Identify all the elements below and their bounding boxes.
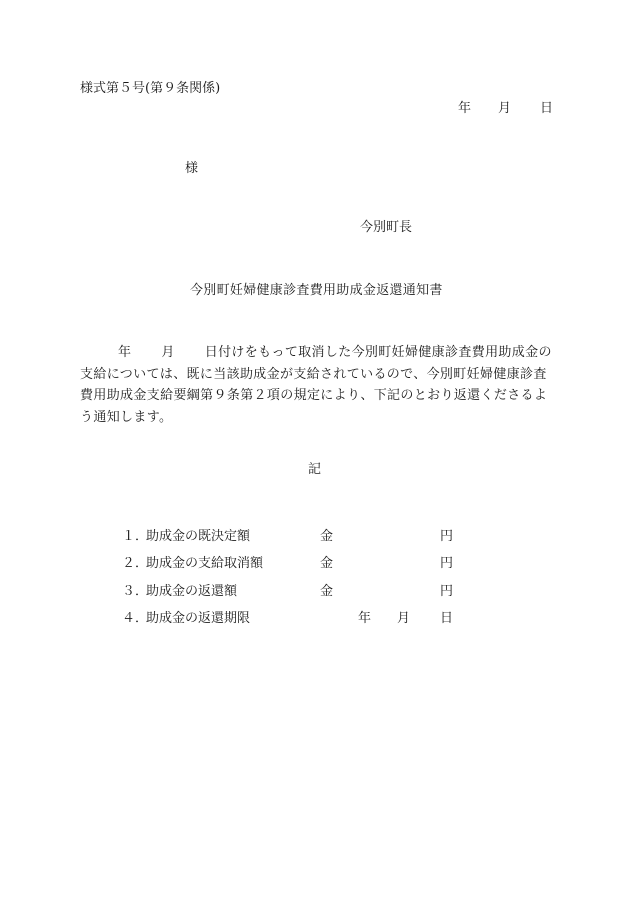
body-paragraph	[80, 342, 552, 428]
body-text: 日付けをもって取消した今別町妊婦健康診査費用助成金の支給については、既に当該助成金が支給されているので、今別町妊婦健康診査費用助成金支給要綱第９条第２項の規定により、下記のとおり返還くださるよう通知します。	[80, 345, 552, 425]
list-item	[122, 557, 462, 573]
item-month: 月	[397, 611, 411, 626]
item-label: 助成金の既決定額	[146, 529, 251, 544]
body-month: 月	[161, 345, 175, 360]
ki-heading: 記	[308, 462, 322, 477]
body-year: 年	[118, 345, 132, 360]
date-year: 年	[458, 101, 472, 116]
list-item	[122, 530, 462, 546]
item-label: 助成金の返還額	[146, 584, 238, 599]
list-item	[122, 612, 462, 628]
item-kin: 金	[320, 584, 334, 599]
item-day: 日	[440, 611, 454, 626]
item-number: ３．	[122, 584, 149, 599]
item-number: ４．	[122, 611, 149, 626]
recipient-suffix: 様	[185, 161, 199, 176]
form-number: 様式第５号(第９条関係)	[80, 81, 221, 96]
list-item	[122, 585, 462, 601]
item-en: 円	[440, 556, 454, 571]
document-title: 今別町妊婦健康診査費用助成金返還通知書	[190, 283, 443, 298]
item-en: 円	[440, 529, 454, 544]
item-en: 円	[440, 584, 454, 599]
item-label: 助成金の返還期限	[146, 611, 251, 626]
item-number: １．	[122, 529, 149, 544]
item-year: 年	[358, 611, 372, 626]
issuer: 今別町長	[360, 220, 413, 235]
item-number: ２．	[122, 556, 149, 571]
item-kin: 金	[320, 556, 334, 571]
date-day: 日	[540, 101, 554, 116]
date-month: 月	[498, 101, 512, 116]
item-label: 助成金の支給取消額	[146, 556, 264, 571]
item-kin: 金	[320, 529, 334, 544]
